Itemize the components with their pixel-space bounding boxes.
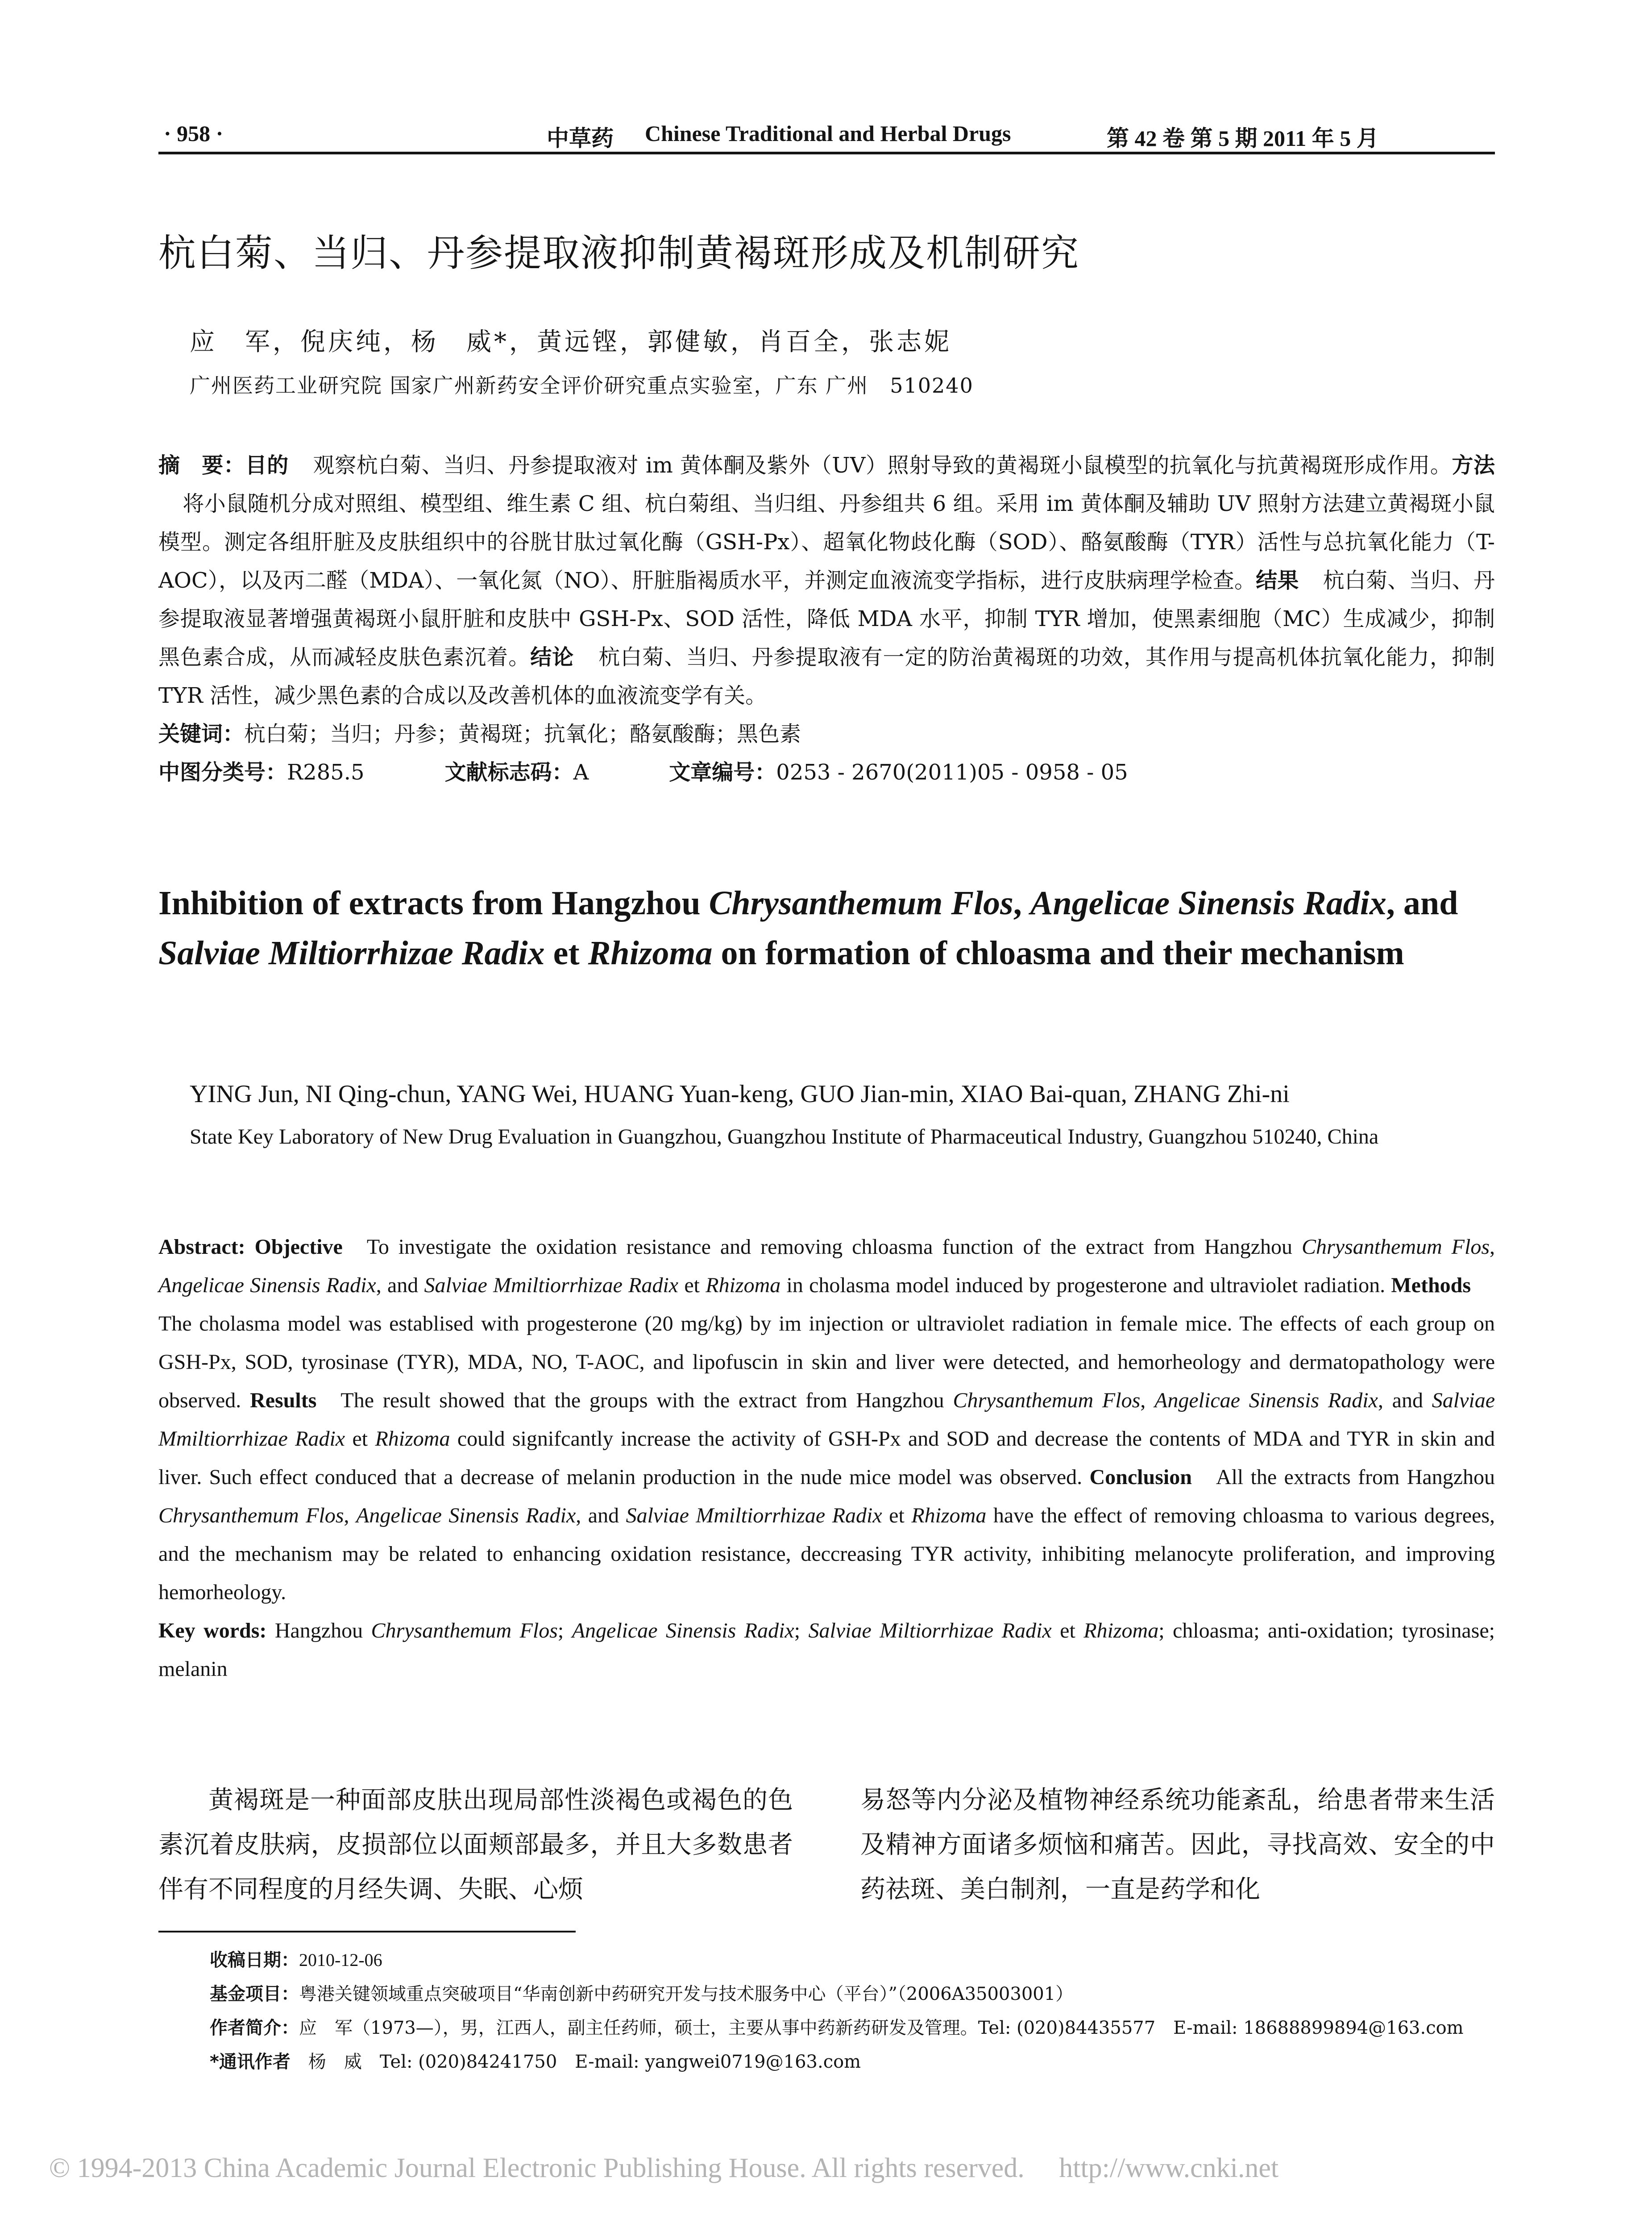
title-en: Inhibition of extracts from Hangzhou Chrysanthemum Flos, Angelicae Sinensis Radix, and Salviae Miltiorrhizae Radix et Rhizoma on formation of chloasma and their mechanism (158, 884, 1458, 972)
body-text-left-column: 黄褐斑是一种面部皮肤出现局部性淡褐色或褐色的色素沉着皮肤病，皮损部位以面颊部最多，并且大多数患者伴有不同程度的月经失调、失眠、心烦 (158, 1786, 793, 1904)
keywords-en: Key words: Hangzhou Chrysanthemum Flos; Angelicae Sinensis Radix; Salviae Miltiorrhizae Radix et Rhizoma; chloasma; anti-oxidation; tyrosinase; melanin (158, 1619, 1495, 1681)
abstract-cn-label: 摘 要： (158, 453, 245, 478)
results-cn: 杭白菊、当归、丹参提取液显著增强黄褐斑小鼠肝脏和皮肤中 GSH-Px、SOD 活性，降低 MDA 水平，抑制 TYR 增加，使黑素细胞（MC）生成减少，抑制黑色素合成，从而减轻皮肤色素沉着。 (158, 568, 1495, 670)
objective-label-cn: 目的 (245, 453, 289, 478)
authors-cn: 应 军，倪庆纯，杨 威*，黄远铿，郭健敏，肖百全，张志妮 (190, 328, 952, 357)
keywords-cn (158, 715, 1495, 753)
title-cn: 杭白菊、当归、丹参提取液抑制黄褐斑形成及机制研究 (158, 231, 1080, 275)
article-no-label: 文章编号： (669, 760, 776, 785)
abstract-en-body: Abstract: Objective To investigate the oxidation resistance and removing chloasma function of the extract from Hangzhou Chrysanthemum Flos, Angelicae Sinensis Radix, and Salviae Mmiltiorrhizae Radix et Rhizoma in cholasma model induced by progesterone and ultraviolet radiation. MethodsThe cholasma model was establised with progesterone (20 mg/kg) by im injection or ultraviolet radiation in female mice. The effects of each group on GSH-Px, SOD, tyrosinase (TYR), MDA, NO, T-AOC, and lipofuscin in skin and liver were detected, and hemorheology and dermatopathology were observed. Results The result showed that the groups with the extract from Hangzhou Chrysanthemum Flos, Angelicae Sinensis Radix, and Salviae Mmiltiorrhizae Radix et Rhizoma could signifcantly increase the activity of GSH-Px and SOD and decrease the contents of MDA and TYR in skin and liver. Such effect conduced that a decrease of melanin production in the nude mice model was observed. Conclusion All the extracts from Hangzhou Chrysanthemum Flos, Angelicae Sinensis Radix, and Salviae Mmiltiorrhizae Radix et Rhizoma have the effect of removing chloasma to various degrees, and the mechanism may be related to enhancing oxidation resistance, deccreasing TYR activity, inhibiting melanocyte proliferation, and improving hemorheology. (158, 1235, 1495, 1604)
results-label-en: Results (250, 1389, 317, 1412)
body-text-right-column: 易怒等内分泌及植物神经系统功能紊乱，给患者带来生活及精神方面诸多烦恼和痛苦。因此，寻找高效、安全的中药祛斑、美白制剂，一直是药学和化 (860, 1786, 1495, 1904)
footnote-corresponding: *通讯作者 杨 威 Tel: (020)84241750 E-mail: yangwei0719@163.com (210, 2052, 861, 2072)
abstract-en (158, 1228, 1495, 1688)
abstract-cn (158, 446, 1495, 792)
objective-label-en: Abstract: Objective (158, 1235, 343, 1259)
running-header (158, 117, 1495, 149)
results-label-cn: 结果 (1256, 568, 1299, 593)
journal-name-en: Chinese Traditional and Herbal Drugs (645, 121, 1011, 146)
page-number: · 958 · (164, 121, 224, 146)
keywords-en-label: Key words: (158, 1619, 267, 1642)
conclusion-label-cn: 结论 (530, 645, 574, 670)
clc-label: 中图分类号： (158, 760, 287, 785)
footnotes (210, 1943, 1495, 2079)
conclusion-cn: 杭白菊、当归、丹参提取液有一定的防治黄褐斑的功效，其作用与提高机体抗氧化能力，抑制 TYR 活性，减少黑色素的合成以及改善机体的血液流变学有关。 (158, 645, 1495, 708)
abstract-cn-body (158, 446, 1495, 715)
footnote-received: 收稿日期：2010-12-06 (210, 1950, 382, 1970)
copyright-notice: © 1994-2013 China Academic Journal Electronic Publishing House. All rights reserved. http://www.cnki.net (49, 2153, 1279, 2183)
authors-en: YING Jun, NI Qing-chun, YANG Wei, HUANG Yuan-keng, GUO Jian-min, XIAO Bai-quan, ZHANG Zhi-ni (190, 1080, 1290, 1108)
doc-code-label: 文献标志码： (444, 760, 573, 785)
classification-line (158, 753, 1495, 792)
affiliation-cn: 广州医药工业研究院 国家广州新药安全评价研究重点实验室，广东 广州 510240 (190, 373, 974, 398)
keywords-cn-label: 关键词： (158, 722, 245, 746)
issue-info: 第 42 卷 第 5 期 2011 年 5 月 (1107, 126, 1379, 151)
footnote-rule (158, 1931, 576, 1932)
footnote-author: 作者简介：应 军（1973—），男，江西人，副主任药师，硕士，主要从事中药新药研发及管理。Tel: (020)84435577 E-mail: 18688899894@163.com (210, 2018, 1464, 2038)
conclusion-label-en: Conclusion (1089, 1465, 1192, 1489)
affiliation-en: State Key Laboratory of New Drug Evaluation in Guangzhou, Guangzhou Institute of Pharmaceutical Industry, Guangzhou 510240, China (190, 1125, 1379, 1149)
methods-cn: 将小鼠随机分成对照组、模型组、维生素 C 组、杭白菊组、当归组、丹参组共 6 组。采用 im 黄体酮及辅助 UV 照射方法建立黄褐斑小鼠模型。测定各组肝脏及皮肤组织中的谷胱甘肽过氧化酶（GSH-Px）、超氧化物歧化酶（SOD）、酪氨酸酶（TYR）活性与总抗氧化能力（T-AOC），以及丙二醛（MDA）、一氧化氮（NO）、肝脏脂褐质水平，并测定血液流变学指标，进行皮肤病理学检查。 (158, 491, 1495, 593)
objective-cn: 观察杭白菊、当归、丹参提取液对 im 黄体酮及紫外（UV）照射导致的黄褐斑小鼠模型的抗氧化与抗黄褐斑形成作用。 (312, 453, 1452, 478)
journal-name-cn: 中草药 (547, 125, 614, 151)
doc-code-value: A (573, 760, 589, 785)
header-rule (158, 152, 1495, 154)
methods-label-cn: 方法 (1452, 453, 1495, 478)
clc-value: R285.5 (287, 760, 365, 785)
footnote-fund: 基金项目：粤港关键领域重点突破项目“华南创新中药研究开发与技术服务中心（平台）”（2006A35003001） (210, 1984, 1074, 2004)
methods-label-en: Methods (1391, 1273, 1471, 1297)
keywords-cn-text: 杭白菊；当归；丹参；黄褐斑；抗氧化；酪氨酸酶；黑色素 (244, 722, 801, 746)
article-no-value: 0253 - 2670(2011)05 - 0958 - 05 (776, 760, 1128, 785)
